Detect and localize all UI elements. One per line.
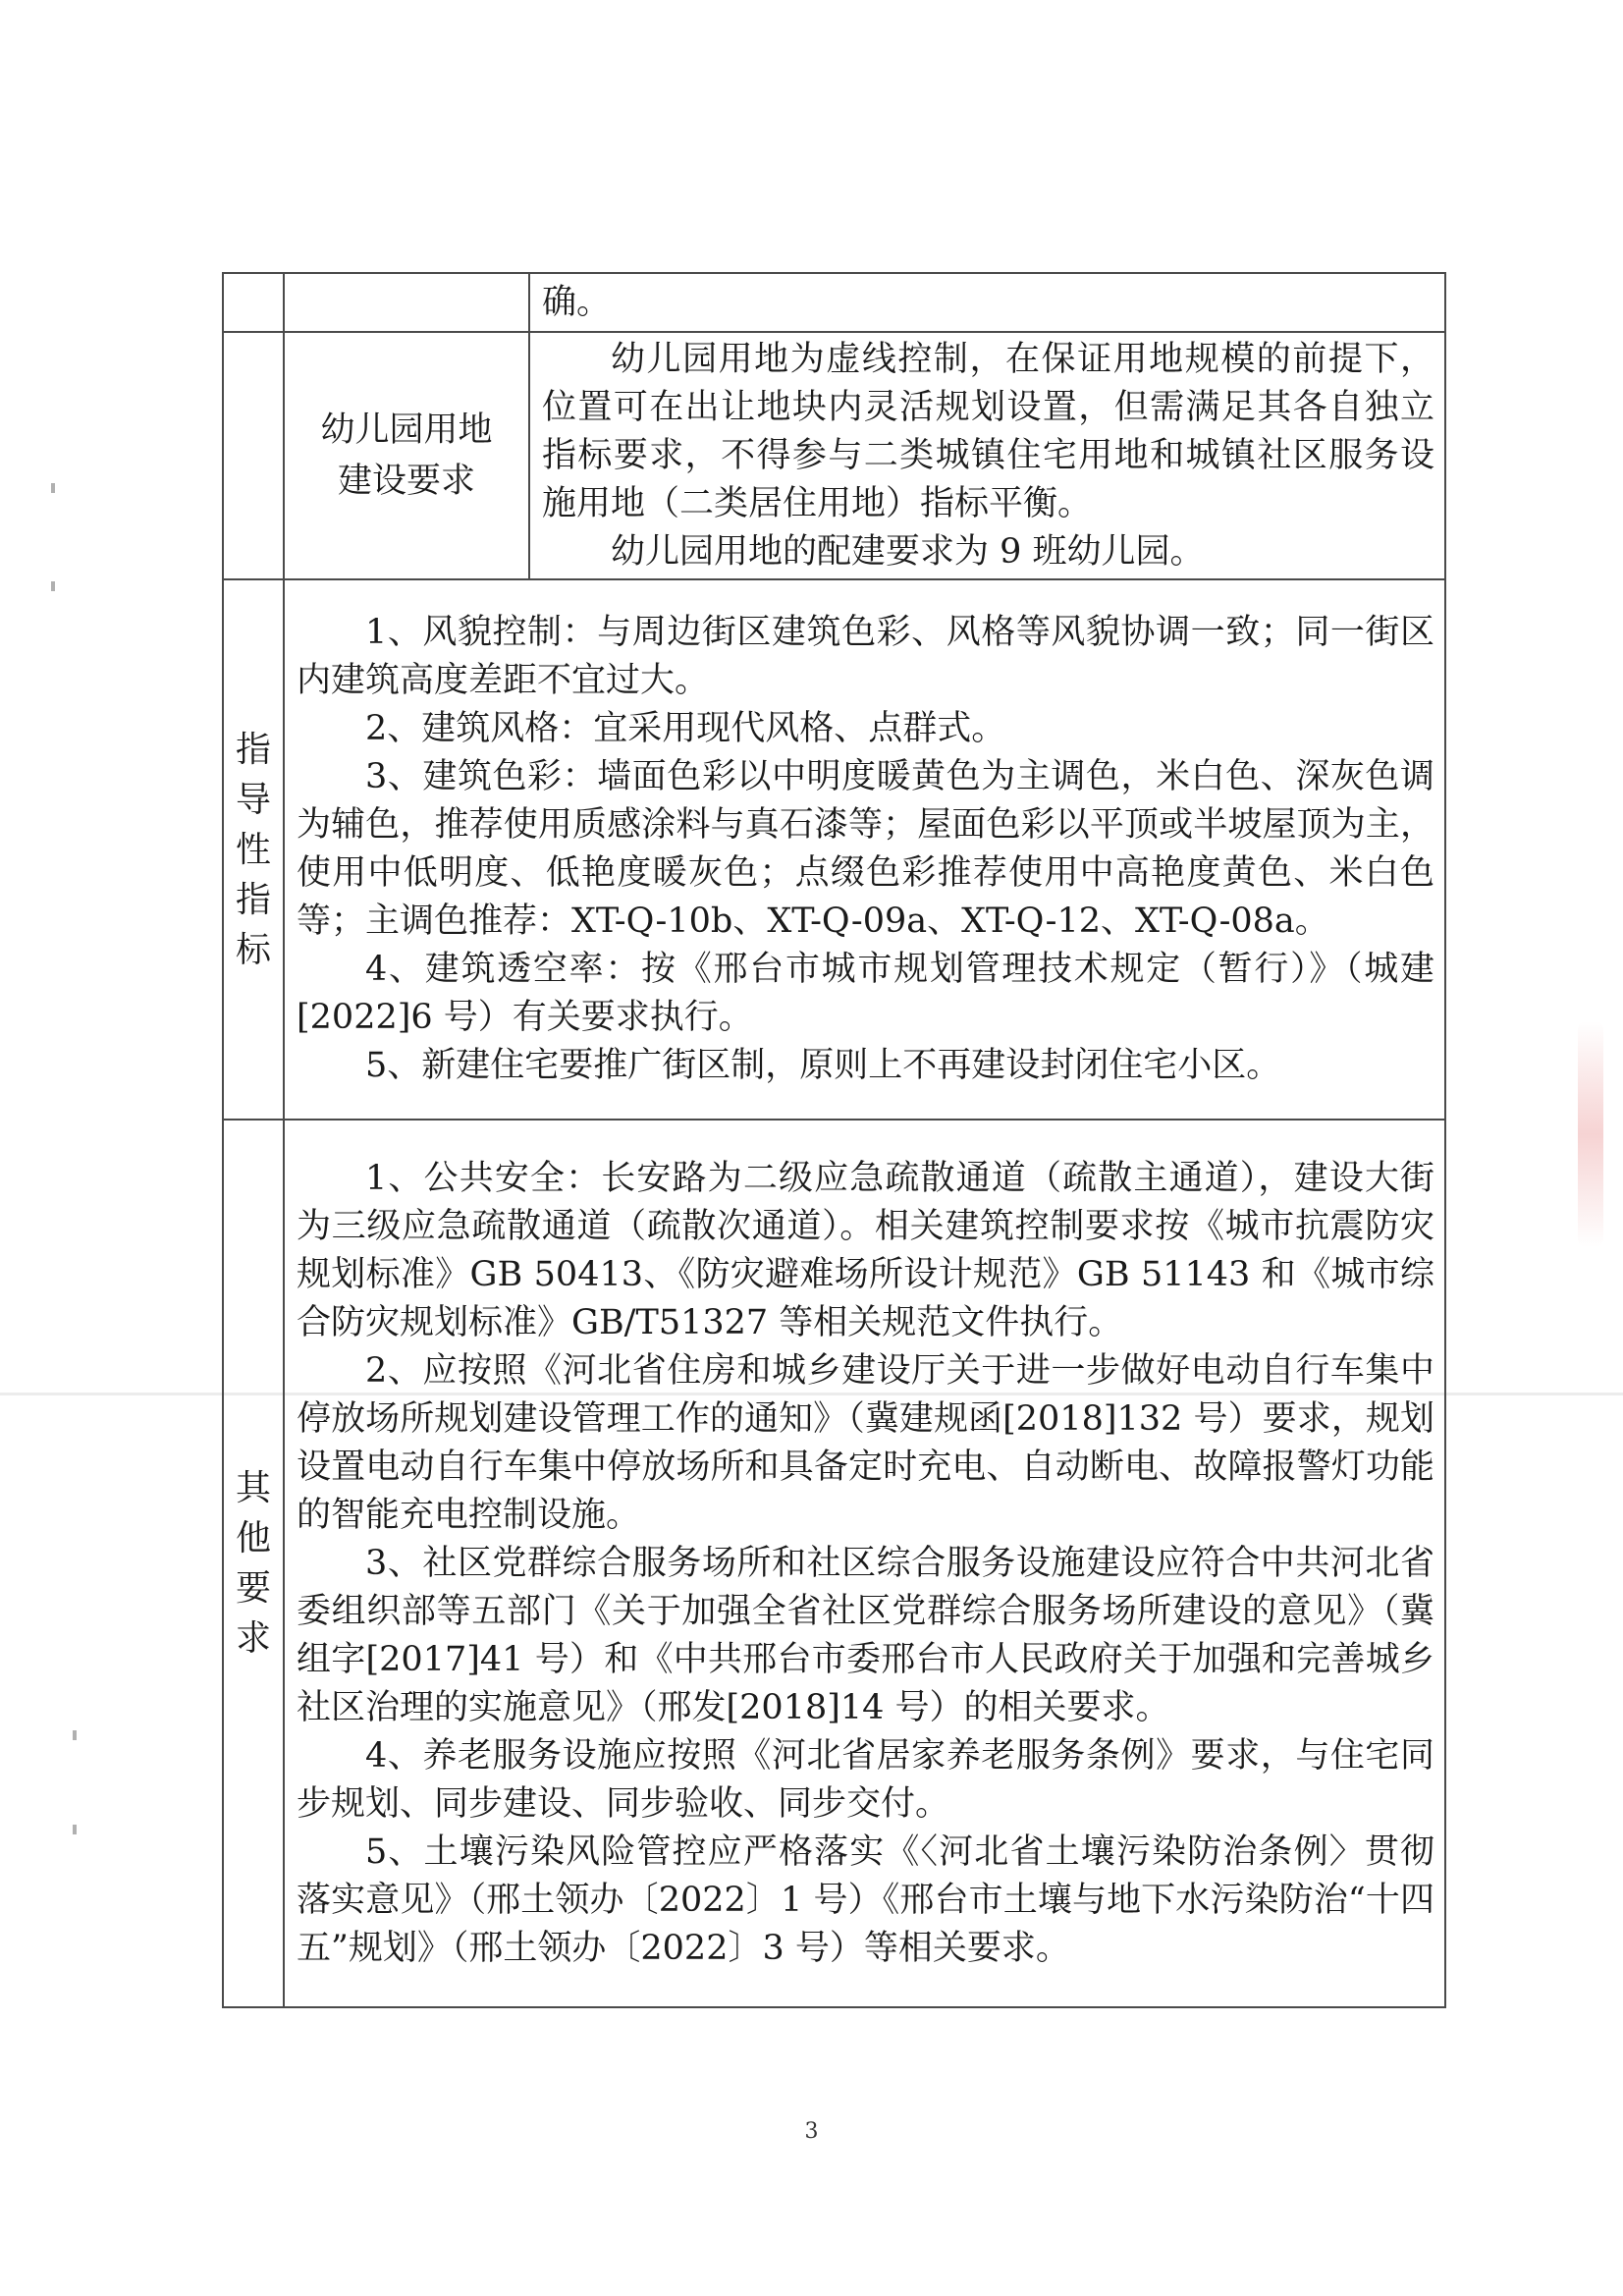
other-item-5: 5、土壤污染风险管控应严格落实《〈河北省土壤污染防治条例〉贯彻落实意见》（邢土领办〔2022〕1 号）《邢台市土壤与地下水污染防治“十四五”规划》（邢土领办〔2022〕3 号）等相关要求。 — [297, 1831, 1434, 1968]
scan-speck — [51, 581, 55, 591]
kindergarten-para-2: 幼儿园用地的配建要求为 9 班幼儿园。 — [611, 531, 1205, 572]
guidance-label — [224, 725, 283, 975]
kindergarten-label — [285, 405, 528, 507]
other-item-1: 1、公共安全：长安路为二级应急疏散通道（疏散主通道），建设大街为三级应急疏散通道（疏散次通道）。相关建筑控制要求按《城市抗震防灾规划标准》GB 50413、《防灾避难场所设计规范》GB 51143 和《城市综合防灾规划标准》GB/T51327 等相关规范文件执行。 — [297, 1158, 1434, 1342]
planning-conditions-table — [222, 272, 1446, 2008]
cell-empty-a — [223, 273, 284, 332]
guidance-item-2: 2、建筑风格：宜采用现代风格、点群式。 — [365, 709, 1006, 748]
guidance-item-3: 3、建筑色彩：墙面色彩以中明度暖黄色为主调色，米白色、深灰色调为辅色，推荐使用质感涂料与真石漆等；屋面色彩以平顶或半坡屋顶为主，使用中低明度、低艳度暖灰色；点缀色彩推荐使用中高艳度黄色、米白色等；主调色推荐：XT-Q-10b、XT-Q-09a、XT-Q-12、XT-Q-08a。 — [297, 757, 1434, 941]
other-item-2: 2、应按照《河北省住房和城乡建设厅关于进一步做好电动自行车集中停放场所规划建设管理工作的通知》（冀建规函[2018]132 号）要求，规划设置电动自行车集中停放场所和具备定时充电、自动断电、故障报警灯功能的智能充电控制设施。 — [297, 1350, 1434, 1535]
guidance-label-char: 指 — [235, 879, 271, 920]
scan-speck — [51, 483, 55, 493]
cell-empty-b — [284, 273, 529, 332]
cell-other-label — [223, 1120, 284, 2007]
guidance-item-4: 4、建筑透空率：按《邢台市城市规划管理技术规定（暂行）》（城建[2022]6 号）有关要求执行。 — [297, 950, 1434, 1037]
kindergarten-para-1: 幼儿园用地为虚线控制，在保证用地规模的前提下，位置可在出让地块内灵活规划设置，但需满足其各自独立指标要求，不得参与二类城镇住宅用地和城镇社区服务设施用地（二类居住用地）指标平衡。 — [542, 339, 1434, 523]
cell-kindergarten-label — [284, 332, 529, 579]
other-item-3: 3、社区党群综合服务场所和社区综合服务设施建设应符合中共河北省委组织部等五部门《关于加强全省社区党群综合服务场所建设的意见》（冀组字[2017]41 号）和《中共邢台市委邢台市人民政府关于加强和完善城乡社区治理的实施意见》（邢发[2018]14 号）的相关要求。 — [297, 1543, 1434, 1727]
guidance-label-char: 标 — [235, 929, 271, 970]
continuation-text: 确。 — [542, 282, 612, 322]
guidance-item-5: 5、新建住宅要推广街区制，原则上不再建设封闭住宅小区。 — [365, 1046, 1281, 1085]
other-label-char: 其 — [235, 1468, 271, 1508]
kindergarten-label-line1: 幼儿园用地 — [320, 410, 493, 450]
table-row-other — [223, 1120, 1445, 2007]
other-label — [224, 1463, 283, 1664]
cell-guidance-label — [223, 579, 284, 1120]
cell-guidance-content — [284, 579, 1445, 1120]
cell-empty-c — [223, 332, 284, 579]
scan-speck — [73, 1730, 77, 1740]
other-label-char: 求 — [235, 1618, 271, 1659]
cell-other-content — [284, 1120, 1445, 2007]
page-number: 3 — [804, 2119, 819, 2144]
table-row-continuation — [223, 273, 1445, 332]
other-label-char: 要 — [235, 1568, 271, 1609]
other-item-4: 4、养老服务设施应按照《河北省居家养老服务条例》要求，与住宅同步规划、同步建设、同步验收、同步交付。 — [297, 1735, 1434, 1824]
guidance-item-1: 1、风貌控制：与周边街区建筑色彩、风格等风貌协调一致；同一街区内建筑高度差距不宜过大。 — [297, 613, 1434, 700]
kindergarten-label-line2: 建设要求 — [337, 462, 475, 501]
guidance-label-char: 性 — [235, 829, 271, 870]
guidance-label-char: 指 — [235, 729, 271, 770]
table-row-guidance — [223, 579, 1445, 1120]
guidance-label-char: 导 — [235, 779, 271, 820]
cell-kindergarten-content — [529, 332, 1445, 579]
cell-continuation-text — [529, 273, 1445, 332]
stamp-edge-mark — [1578, 1021, 1603, 1247]
scan-speck — [73, 1825, 77, 1834]
other-label-char: 他 — [235, 1518, 271, 1558]
table-row-kindergarten — [223, 332, 1445, 579]
